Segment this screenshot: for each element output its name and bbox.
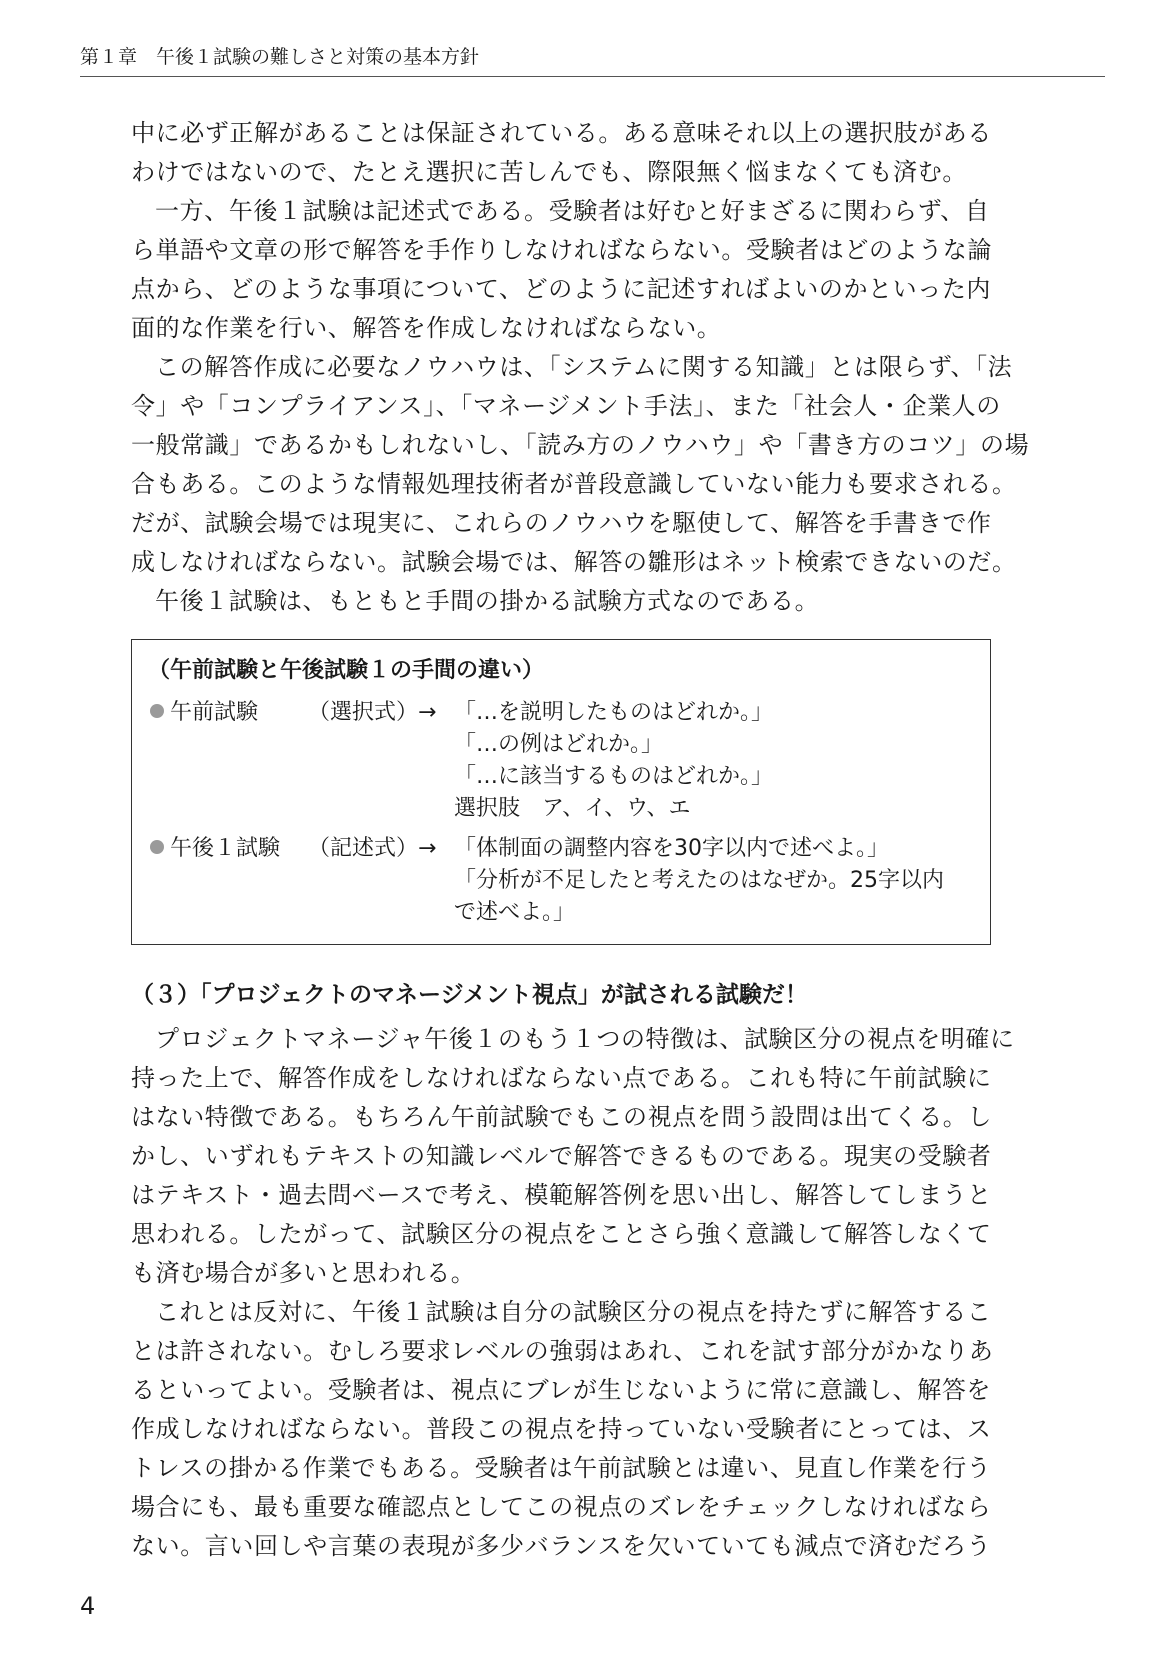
body-line: かし、いずれもテキストの知識レベルで解答できるものである。現実の受験者 xyxy=(131,1142,992,1170)
comparison-row-examples xyxy=(454,833,944,929)
body-text-before-box xyxy=(131,114,1030,621)
body-line: ない。言い回しや言葉の表現が多少バランスを欠いていても減点で済むだろう xyxy=(131,1532,992,1560)
body-line: 一方、午後１試験は記述式である。受験者は好むと好まざるに関わらず、自 xyxy=(155,197,990,225)
body-line: プロジェクトマネージャ午後１のもう１つの特徴は、試験区分の視点を明確に xyxy=(155,1025,1015,1053)
header-rule xyxy=(80,76,1105,77)
body-line: 思われる。したがって、試験区分の視点をことさら強く意識して解答しなくて xyxy=(131,1220,992,1248)
body-line: も済む場合が多いと思われる。 xyxy=(131,1259,476,1287)
running-header: 第１章 午後１試験の難しさと対策の基本方針 xyxy=(80,46,480,68)
page-number: 4 xyxy=(80,1592,96,1620)
body-line: 点から、どのような事項について、どのように記述すればよいのかといった内 xyxy=(131,275,992,303)
body-line: これとは反対に、午後１試験は自分の試験区分の視点を持たずに解答するこ xyxy=(155,1298,992,1326)
body-line: 一般常識」であるかもしれないし、「読み方のノウハウ」や「書き方のコツ」の場 xyxy=(131,431,1030,459)
body-line: 成しなければならない。試験会場では、解答の雛形はネット検索できないのだ。 xyxy=(131,548,1017,576)
body-line: とは許されない。むしろ要求レベルの強弱はあれ、これを試す部分がかなりあ xyxy=(131,1337,994,1365)
body-line: だが、試験会場では現実に、これらのノウハウを駆使して、解答を手書きで作 xyxy=(131,509,992,537)
body-line: 午後１試験は、もともと手間の掛かる試験方式なのである。 xyxy=(155,587,820,615)
body-line: この解答作成に必要なノウハウは、「システムに関する知識」とは限らず、「法 xyxy=(155,353,1013,381)
body-line: はテキスト・過去問ベースで考え、模範解答例を思い出し、解答してしまうと xyxy=(131,1181,992,1209)
body-line: 作成しなければならない。普段この視点を持っていない受験者にとっては、ス xyxy=(131,1415,992,1443)
comparison-row-type: （記述式）→ xyxy=(308,836,437,861)
body-line: 令」や「コンプライアンス」、「マネージメント手法」、また「社会人・企業人の xyxy=(131,392,1001,420)
body-line: 持った上で、解答作成をしなければならない点である。これも特に午前試験に xyxy=(131,1064,992,1092)
comparison-row-type: （選択式）→ xyxy=(308,700,437,725)
example-line: 選択肢 ア、イ、ウ、エ xyxy=(454,796,691,821)
comparison-row-label: 午後１試験 xyxy=(170,836,281,861)
body-line: るといってよい。受験者は、視点にブレが生じないように常に意識し、解答を xyxy=(131,1376,992,1404)
body-line: ら単語や文章の形で解答を手作りしなければならない。受験者はどのような論 xyxy=(131,236,992,264)
example-line: 「…を説明したものはどれか。」 xyxy=(454,700,774,725)
body-line: 合もある。このような情報処理技術者が普段意識していない能力も要求される。 xyxy=(131,470,1017,498)
comparison-row-label: 午前試験 xyxy=(170,700,259,725)
section-heading: （３）「プロジェクトのマネージメント視点」が試される試験だ！ xyxy=(131,982,808,1008)
body-line: はない特徴である。もちろん午前試験でもこの視点を問う設問は出てくる。し xyxy=(131,1103,992,1131)
example-line: 「体制面の調整内容を30字以内で述べよ。」 xyxy=(454,836,889,861)
example-line: 「分析が不足したと考えたのはなぜか。25字以内 xyxy=(454,868,944,893)
comparison-box xyxy=(131,639,991,945)
body-text-after-heading xyxy=(131,1020,1015,1566)
body-line: 中に必ず正解があることは保証されている。ある意味それ以上の選択肢がある xyxy=(131,119,992,147)
comparison-box-title: （午前試験と午後試験１の手間の違い） xyxy=(148,658,545,683)
example-line: 「…の例はどれか。」 xyxy=(454,732,664,757)
body-line: トレスの掛かる作業でもある。受験者は午前試験とは違い、見直し作業を行う xyxy=(131,1454,992,1482)
body-line: 場合にも、最も重要な確認点としてこの視点のズレをチェックしなければなら xyxy=(131,1493,992,1521)
body-line: 面的な作業を行い、解答を作成しなければならない。 xyxy=(131,314,722,342)
bullet-icon xyxy=(150,840,164,854)
comparison-row-examples xyxy=(454,697,773,825)
example-line: 「…に該当するものはどれか。」 xyxy=(454,764,774,789)
example-line: で述べよ。」 xyxy=(454,900,576,925)
body-line: わけではないので、たとえ選択に苦しんでも、際限無く悩まなくても済む。 xyxy=(131,158,967,186)
bullet-icon xyxy=(150,704,164,718)
